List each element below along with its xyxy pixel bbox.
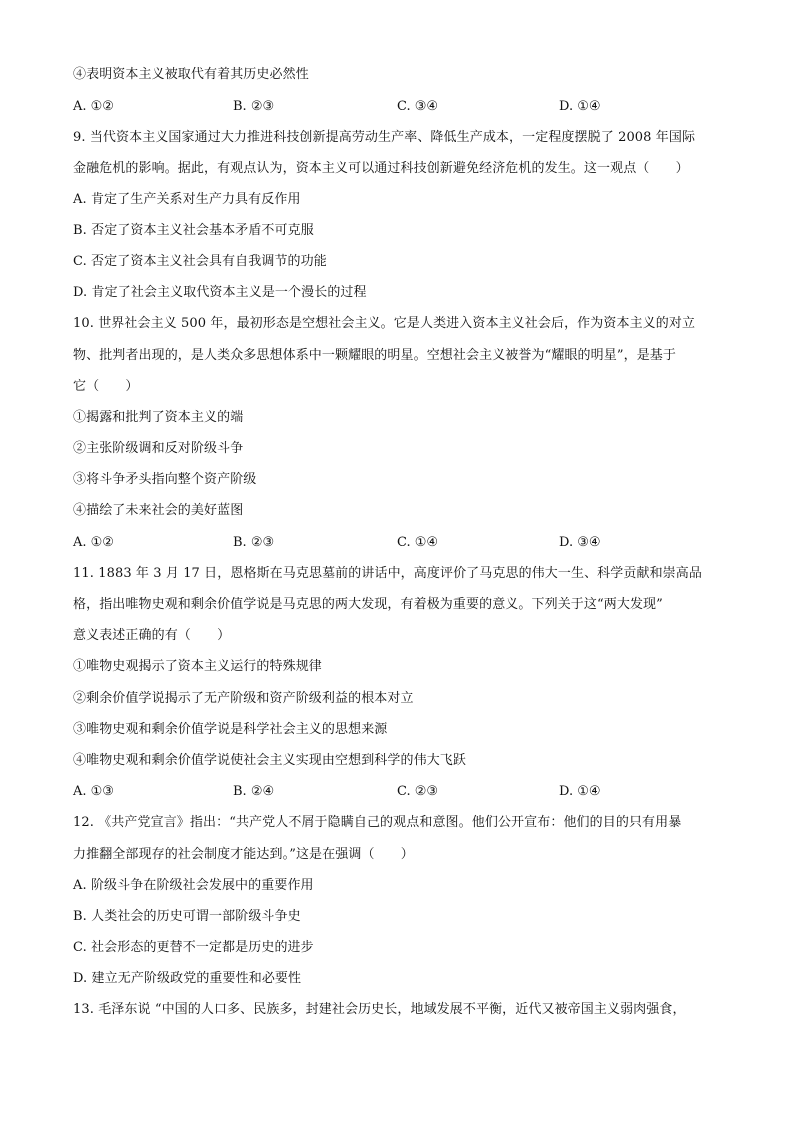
option-b: B. ②③: [233, 99, 275, 114]
option-a: A. ①②: [73, 99, 114, 114]
option-c: C. ③④: [397, 99, 439, 114]
q11-answer-options: [73, 783, 733, 801]
q9-option-a: A. 肯定了生产关系对生产力具有反作用: [73, 192, 301, 207]
option-b: B. ②③: [233, 535, 275, 550]
q11-choice-1: ①唯物史观揭示了资本主义运行的特殊规律: [73, 659, 322, 674]
q11-stem-line-1: 11. 1883 年 3 月 17 日，恩格斯在马克思墓前的讲话中，高度评价了马克思的伟大一生、科学贡献和崇高品: [73, 566, 702, 581]
option-b: B. ②④: [233, 784, 275, 799]
q10-stem-line-2: 物、批判者出现的，是人类众多思想体系中一颗耀眼的明星。空想社会主义被誉为“耀眼的明星”，是基于: [73, 348, 676, 363]
q9-option-d: D. 肯定了社会主义取代资本主义是一个漫长的过程: [73, 285, 367, 300]
q11-choice-3: ③唯物史观和剩余价值学说是科学社会主义的思想来源: [73, 722, 388, 737]
q9-option-c: C. 否定了资本主义社会具有自我调节的功能: [73, 254, 327, 269]
q12-option-c: C. 社会形态的更替不一定都是历史的进步: [73, 940, 314, 955]
option-c: C. ①④: [397, 535, 439, 550]
q12-stem-line-1: 12. 《共产党宣言》指出：“共产党人不屑于隐瞒自己的观点和意图。他们公开宣布：他们的目的只有用暴: [73, 815, 682, 830]
option-d: D. ①④: [559, 99, 601, 114]
q8-answer-options: [73, 98, 733, 116]
q13-stem-line-1: 13. 毛泽东说 “中国的人口多、民族多，封建社会历史长，地域发展不平衡，近代又被帝国主义弱肉强食，: [73, 1002, 686, 1017]
option-a: A. ①③: [73, 784, 114, 799]
q11-choice-2: ②剩余价值学说揭示了无产阶级和资产阶级利益的根本对立: [73, 691, 414, 706]
option-a: A. ①②: [73, 535, 114, 550]
q9-stem-line-1: 9. 当代资本主义国家通过大力推进科技创新提高劳动生产率、降低生产成本，一定程度摆脱了 2008 年国际: [73, 130, 696, 145]
option-d: D. ③④: [559, 535, 601, 550]
q10-choice-4: ④描绘了未来社会的美好蓝图: [73, 503, 244, 518]
q11-choice-4: ④唯物史观和剩余价值学说使社会主义实现由空想到科学的伟大飞跃: [73, 753, 467, 768]
q12-option-b: B. 人类社会的历史可谓一部阶级斗争史: [73, 909, 301, 924]
q10-choice-3: ③将斗争矛头指向整个资产阶级: [73, 472, 257, 487]
option-c: C. ②③: [397, 784, 439, 799]
option-d: D. ①④: [559, 784, 601, 799]
q10-choice-2: ②主张阶级调和反对阶级斗争: [73, 441, 244, 456]
q10-choice-1: ①揭露和批判了资本主义的端: [73, 410, 244, 425]
q8-choice-4: ④表明资本主义被取代有着其历史必然性: [73, 67, 309, 82]
q12-option-d: D. 建立无产阶级政党的重要性和必要性: [73, 971, 302, 986]
q9-option-b: B. 否定了资本主义社会基本矛盾不可克服: [73, 223, 314, 238]
q11-stem-line-3: 意义表述正确的有（ ）: [73, 628, 231, 643]
q10-answer-options: [73, 534, 733, 552]
q12-option-a: A. 阶级斗争在阶级社会发展中的重要作用: [73, 878, 314, 893]
q10-stem-line-1: 10. 世界社会主义 500 年，最初形态是空想社会主义。它是人类进入资本主义社会后，作为资本主义的对立: [73, 316, 696, 331]
q9-stem-line-2: 金融危机的影响。据此，有观点认为，资本主义可以通过科技创新避免经济危机的发生。这一观点（ ）: [73, 161, 689, 176]
q11-stem-line-2: 格，指出唯物史观和剩余价值学说是马克思的两大发现，有着极为重要的意义。下列关于这“两大发现”: [73, 597, 663, 612]
q12-stem-line-2: 力推翻全部现存的社会制度才能达到。”这是在强调（ ）: [73, 847, 414, 862]
q10-stem-line-3: 它（ ）: [73, 379, 139, 394]
